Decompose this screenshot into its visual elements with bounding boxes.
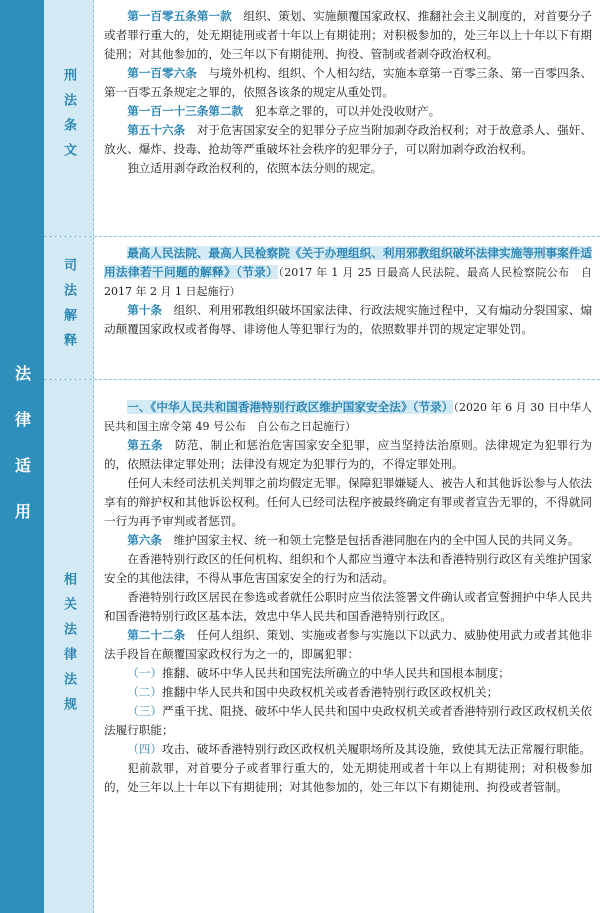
article-text: 对于危害国家安全的犯罪分子应当附加剥夺政治权利；对于故意杀人、强奸、放火、爆炸、投毒、抢劫等严重破坏社会秩序的犯罪分子，可以附加剥夺政治权利。 [104,123,592,156]
list-item [104,702,592,740]
article-number: 第一百零六条 [127,66,197,80]
article-paragraph [104,7,592,64]
article-text: 组织、策划、实施颠覆国家政权、推翻社会主义制度的，对首要分子或者罪行重大的，处无期徒刑或者十年以上有期徒刑；对积极参加的，处三年以上十年以下有期徒刑；对其他参加的，处三年以下有期徒刑、拘役、管制或者剥夺政治权利。 [104,9,592,61]
list-item-text: 推翻中华人民共和国中央政权机关或者香港特别行政区政权机关； [161,685,499,699]
article-number: 第一百一十三条第二款 [127,104,244,118]
list-item-number: （二） [127,685,162,699]
article-number: 第二十二条 [127,628,186,642]
section-label: 相关法律法规 [61,571,76,722]
article-text: 维护国家主权、统一和领土完整是包括香港同胞在内的全中国人民的共同义务。 [161,533,580,547]
section-label: 司法解释 [61,258,76,358]
article-paragraph [104,301,592,339]
article-text: 犯本章之罪的，可以并处没收财产。 [243,104,441,118]
article-text: 香港特别行政区居民在参选或者就任公职时应当依法签署文件确认或者宣誓拥护中华人民共和国香港特别行政区基本法，效忠中华人民共和国香港特别行政区。 [104,590,592,623]
outer-category-label: 法律适用 [12,364,32,549]
section-side-criminal-law [44,0,94,236]
article-paragraph [104,102,592,121]
article-number: 第十条 [127,303,163,317]
source-date: （2017 年 1 月 25 日最高人民法院、最高人民检察院公布 自 2017 年 2 月 1 日起施行） [104,266,592,298]
article-paragraph [104,531,592,550]
article-text: 组织、利用邪教组织破坏国家法律、行政法规实施过程中，又有煽动分裂国家、煽动颠覆国家政权或者侮辱、诽谤他人等犯罪行为的，依照数罪并罚的规定定罪处罚。 [104,303,592,336]
article-paragraph [104,474,592,531]
article-text: 防范、制止和惩治危害国家安全犯罪，应当坚持法治原则。法律规定为犯罪行为的，依照法律定罪处刑；法律没有规定为犯罪行为的，不得定罪处刑。 [104,438,592,471]
section-label: 刑法条文 [61,68,76,168]
section-side-judicial-interpretation [44,237,94,379]
outer-category-bar [0,0,44,913]
article-paragraph [104,159,592,178]
article-paragraph [104,588,592,626]
article-number: 第一百零五条第一款 [127,9,232,23]
section-judicial-interpretation [44,237,600,380]
source-heading [104,398,592,436]
list-item-number: （三） [127,704,163,718]
list-item-text: 推翻、破坏中华人民共和国宪法所确立的中华人民共和国根本制度； [161,666,510,680]
content-grid [44,0,600,913]
list-item [104,664,592,683]
source-heading [104,244,592,301]
section-content [94,0,600,236]
article-paragraph [104,64,592,102]
article-text: 在香港特别行政区的任何机构、组织和个人都应当遵守本法和香港特别行政区有关维护国家安全的其他法律，不得从事危害国家安全的行为和活动。 [104,552,592,585]
section-side-related-laws [44,380,94,913]
section-content [94,237,600,379]
article-paragraph [104,550,592,588]
section-criminal-law [44,0,600,237]
article-text: 任何人未经司法机关判罪之前均假定无罪。保障犯罪嫌疑人、被告人和其他诉讼参与人依法享有的辩护权和其他诉讼权利。任何人已经司法程序被最终确定有罪或者宣告无罪的，不得就同一行为再予审判或者惩罚。 [104,476,592,528]
article-text: 独立适用剥夺政治权利的，依照本法分则的规定。 [127,161,383,175]
closing-paragraph [104,759,592,797]
article-number: 第六条 [127,533,162,547]
list-item [104,683,592,702]
source-title: 一、《中华人民共和国香港特别行政区维护国家安全法》（节录） [127,400,454,414]
list-item-number: （四） [127,742,162,756]
article-paragraph [104,436,592,474]
closing-text: 犯前款罪，对首要分子或者罪行重大的，处无期徒刑或者十年以上有期徒刑；对积极参加的，处三年以上十年以下有期徒刑；对其他参加的，处三年以下有期徒刑、拘役或者管制。 [104,761,592,794]
article-text: 与境外机构、组织、个人相勾结，实施本章第一百零三条、第一百零四条、第一百零五条规定之罪的，依照各该条的规定从重处罚。 [104,66,592,99]
list-item-text: 严重干扰、阻挠、破坏中华人民共和国中央政权机关或者香港特别行政区政权机关依法履行职能； [104,704,592,737]
source-title: 最高人民法院、最高人民检察院《关于办理组织、利用邪教组织破坏法律实施等刑事案件适用法律若干问题的解释》（节录） [104,246,592,279]
article-paragraph [104,121,592,159]
article-number: 第五十六条 [127,123,186,137]
article-paragraph [104,626,592,664]
section-related-laws [44,380,600,913]
list-item [104,740,592,759]
source-date: （2020 年 6 月 30 日中华人民共和国主席令第 49 号公布 自公布之日起施行） [104,401,592,433]
section-content [94,380,600,913]
article-number: 第五条 [127,438,163,452]
list-item-text: 攻击、破坏香港特别行政区政权机关履职场所及其设施，致使其无法正常履行职能。 [161,742,591,756]
list-item-number: （一） [127,666,162,680]
article-text: 任何人组织、策划、实施或者参与实施以下以武力、威胁使用武力或者其他非法手段旨在颠覆国家政权行为之一的，即属犯罪： [104,628,592,661]
